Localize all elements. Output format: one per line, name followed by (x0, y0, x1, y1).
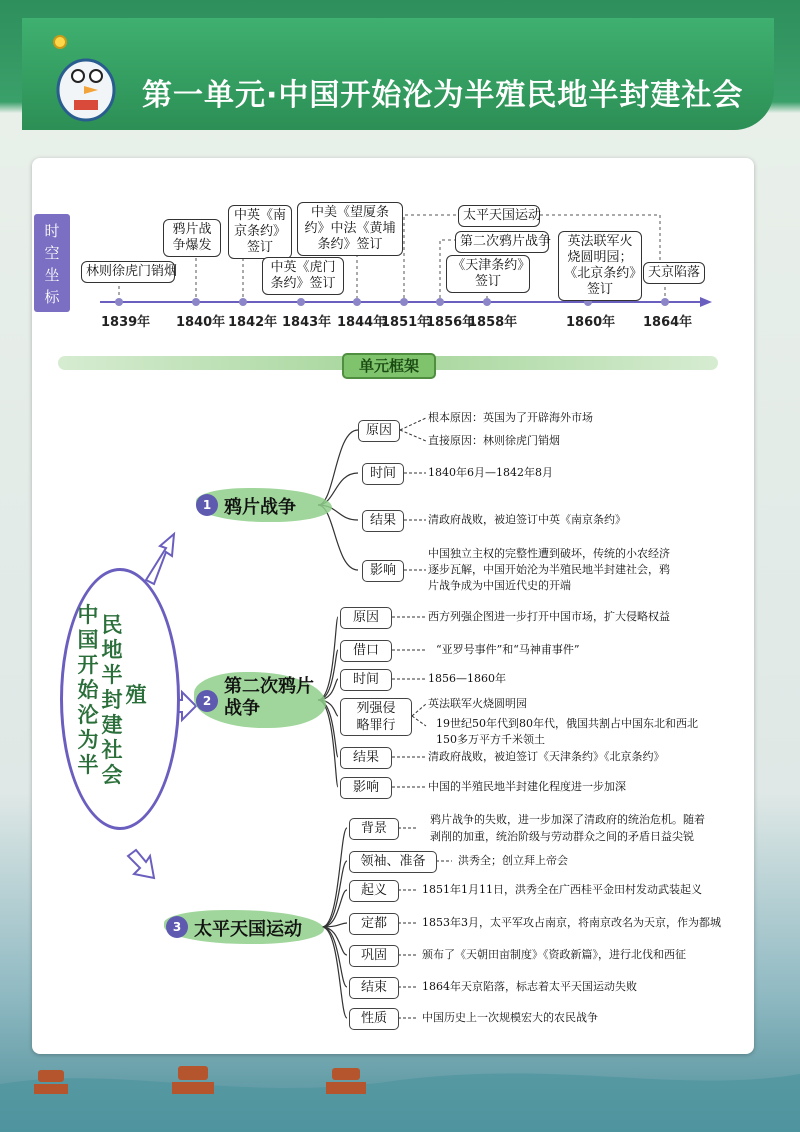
timeline-year: 1858年 (468, 315, 518, 330)
second-war-cause: 西方列强企图进一步打开中国市场，扩大侵略权益 (428, 610, 670, 623)
second-war-pretext-label: 借口 (340, 640, 392, 662)
taiping-leader-label: 领袖、准备 (349, 851, 437, 873)
center-topic-col2: 民地半封建社会 (101, 612, 123, 787)
center-topic-col3: 殖 (125, 682, 147, 707)
second-war-impact: 中国的半殖民地半封建化程度进一步加深 (428, 780, 626, 793)
opium-war-time-label: 时间 (362, 463, 404, 485)
topic-2-number: 2 (196, 690, 218, 712)
opium-war-impact-label: 影响 (362, 560, 404, 582)
timeline-event-1856: 第二次鸦片战争 (455, 231, 549, 253)
timeline-event-1858: 《天津条约》签订 (446, 255, 530, 293)
taiping-nature-label: 性质 (349, 1008, 399, 1030)
second-war-time-label: 时间 (340, 669, 392, 691)
second-war-crime-2b: 150多万平方千米领土 (436, 733, 545, 746)
opium-war-impact-line3: 片战争成为中国近代史的开端 (428, 579, 571, 592)
taiping-consolidate-label: 巩固 (349, 945, 399, 967)
taiping-end-label: 结束 (349, 977, 399, 999)
topic-1-label: 鸦片战争 (224, 497, 296, 518)
timeline-year: 1864年 (643, 315, 693, 330)
framework-heading: 单元框架 (342, 353, 436, 379)
opium-war-result-label: 结果 (362, 510, 404, 532)
topic-1-number: 1 (196, 494, 218, 516)
side-tab-char: 坐 (44, 266, 60, 284)
taiping-end: 1864年天京陷落，标志着太平天国运动失败 (422, 980, 637, 993)
taiping-consolidate: 颁布了《天朝田亩制度》《资政新篇》，进行北伐和西征 (422, 948, 686, 961)
second-war-crime-label-line1: 列强侵 (356, 701, 396, 716)
timeline-event-1851: 太平天国运动 (458, 205, 540, 227)
taiping-uprising: 1851年1月11日，洪秀全在广西桂平金田村发动武装起义 (422, 883, 702, 896)
topic-3-label: 太平天国运动 (194, 919, 302, 940)
second-war-crime-label-line2: 略罪行 (356, 718, 396, 733)
timeline-year: 1856年 (426, 315, 476, 330)
timeline-year: 1839年 (101, 315, 151, 330)
page-title: 第一单元·中国开始沦为半殖民地半封建社会 (142, 78, 744, 113)
second-war-pretext: “亚罗号事件”和“马神甫事件” (436, 643, 580, 656)
bottom-decoration (0, 1054, 800, 1132)
timeline-event-1864: 天京陷落 (643, 262, 705, 284)
second-war-crime-1: 英法联军火烧圆明园 (428, 697, 527, 710)
side-tab-char: 空 (44, 244, 60, 262)
taiping-leader: 洪秀全；创立拜上帝会 (458, 854, 568, 867)
taiping-capital: 1853年3月，太平军攻占南京，将南京改名为天京，作为都城 (422, 916, 721, 929)
opium-war-cause-root: 根本原因：英国为了开辟海外市场 (428, 411, 593, 424)
taiping-nature: 中国历史上一次规模宏大的农民战争 (422, 1011, 598, 1024)
opium-war-result: 清政府战败，被迫签订中英《南京条约》 (428, 513, 626, 526)
taiping-uprising-label: 起义 (349, 880, 399, 902)
side-tab-char: 标 (44, 288, 60, 306)
taiping-capital-label: 定都 (349, 913, 399, 935)
second-war-crime-label (340, 698, 412, 736)
timeline-year: 1840年 (176, 315, 226, 330)
timeline-year: 1842年 (228, 315, 278, 330)
timeline-event-1842: 中英《南京条约》签订 (228, 205, 292, 259)
timeline-year: 1844年 (337, 315, 387, 330)
side-tab-char: 时 (44, 222, 60, 240)
second-war-result: 清政府战败，被迫签订《天津条约》《北京条约》 (428, 750, 665, 763)
second-war-cause-label: 原因 (340, 607, 392, 629)
taiping-background-line2: 剥削的加重，统治阶级与劳动群众之间的矛盾日益尖锐 (430, 830, 694, 843)
timeline-year: 1843年 (282, 315, 332, 330)
second-war-crime-2a: 19世纪50年代到80年代，俄国共割占中国东北和西北 (436, 717, 698, 730)
opium-war-impact-line2: 逐步瓦解，中国开始沦为半殖民地半封建社会，鸦 (428, 563, 670, 576)
timeline-event-1844: 中美《望厦条约》中法《黄埔条约》签订 (297, 202, 403, 256)
center-topic-col1: 中国开始沦为半 (77, 602, 99, 777)
timeline-event-1843: 中英《虎门条约》签订 (262, 257, 344, 295)
timeline-year: 1860年 (566, 315, 616, 330)
taiping-background-line1: 鸦片战争的失败，进一步加深了清政府的统治危机。随着 (430, 813, 705, 826)
topic-2-label: 第二次鸦片战争 (224, 676, 314, 719)
timeline-year: 1851年 (381, 315, 431, 330)
second-war-time: 1856—1860年 (428, 672, 506, 685)
taiping-background-label: 背景 (349, 818, 399, 840)
topic-3-number: 3 (166, 916, 188, 938)
opium-war-cause-direct: 直接原因：林则徐虎门销烟 (428, 434, 560, 447)
second-war-impact-label: 影响 (340, 777, 392, 799)
timeline-event-1839: 林则徐虎门销烟 (81, 261, 175, 283)
timeline-event-1840: 鸦片战争爆发 (163, 219, 221, 257)
timeline-event-1860: 英法联军火烧圆明园；《北京条约》签订 (558, 231, 642, 301)
opium-war-impact-line1: 中国独立主权的完整性遭到破坏，传统的小农经济 (428, 547, 670, 560)
opium-war-time: 1840年6月—1842年8月 (428, 466, 553, 479)
opium-war-cause-label: 原因 (358, 420, 400, 442)
second-war-result-label: 结果 (340, 747, 392, 769)
